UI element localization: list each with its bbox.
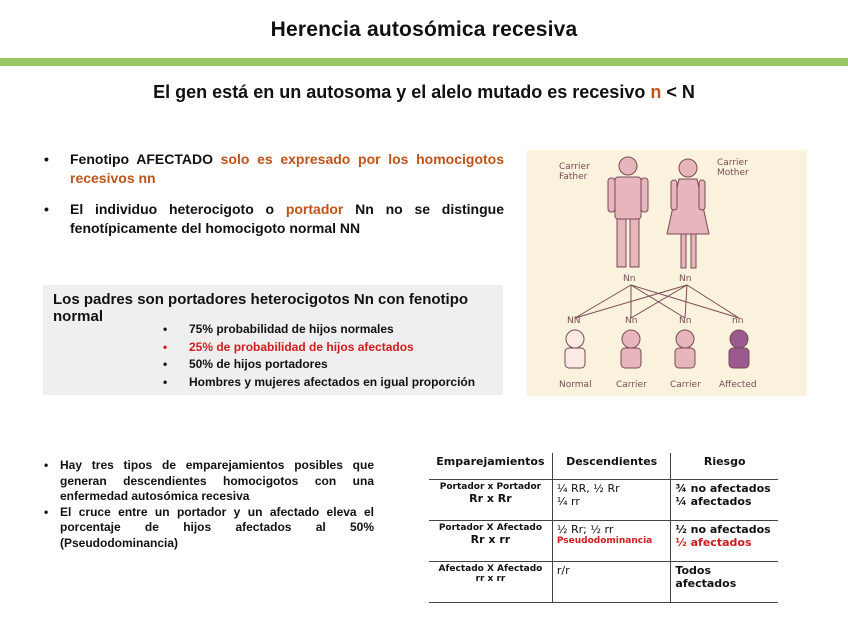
table-cell	[552, 562, 671, 603]
child-affected-icon	[729, 330, 749, 368]
bullet-dot-icon: •	[44, 151, 49, 167]
child-label: Carrier	[670, 380, 701, 390]
table-cell	[671, 480, 778, 521]
child-genotype: Nn	[625, 316, 638, 326]
desc-line: r/r	[556, 564, 570, 577]
children-figures	[565, 330, 749, 368]
pair-label: Portador x Portador	[439, 482, 542, 492]
pair-label: Portador X Afectado	[438, 523, 543, 533]
bullet-tail: Nn no se distingue fenotípicamente del homocigoto normal NN	[70, 201, 504, 236]
child-carrier-icon	[675, 330, 695, 368]
bullet-item	[44, 505, 374, 552]
table-header-row	[429, 453, 778, 480]
father-genotype: Nn	[623, 274, 636, 284]
box-item	[163, 374, 475, 392]
crosses-table	[429, 453, 778, 603]
accent-bar	[0, 58, 848, 66]
bullet-item	[44, 200, 504, 238]
table-cell	[429, 562, 552, 603]
subtitle-recessive: n	[650, 82, 662, 102]
bullet-dot-icon: •	[163, 357, 168, 371]
bullet-lead: Fenotipo AFECTADO	[70, 151, 221, 167]
box-heading: Los padres son portadores heterocigotos Nn con fenotipo normal	[53, 291, 469, 325]
risk-line: Todos afectados	[675, 564, 737, 590]
box-item-text: 25% de probabilidad de hijos afectados	[189, 339, 414, 354]
bullet-item	[44, 150, 504, 188]
table-row	[429, 521, 778, 562]
slide-title: Herencia autosómica recesiva	[270, 18, 578, 41]
table-cell	[552, 521, 671, 562]
table-row	[429, 480, 778, 521]
table-cell	[671, 521, 778, 562]
bullet-dot-icon: •	[44, 201, 49, 217]
father-figure-icon	[608, 157, 648, 267]
subtitle-text: El gen está en un autosoma y el alelo mutado es recesivo	[153, 82, 651, 102]
mother-genotype: Nn	[679, 274, 692, 284]
table-header: Descendientes	[552, 453, 671, 480]
bullet-text: Hay tres tipos de emparejamientos posibles que generan descendientes homocigotos con una enfermedad autosómica recesiva	[60, 458, 374, 503]
bullet-lead: El individuo heterocigoto o	[70, 201, 286, 217]
child-label: Normal	[559, 380, 592, 390]
bullet-item	[44, 458, 374, 505]
box-item-text: 50% de hijos portadores	[189, 357, 328, 371]
table-cell	[429, 480, 552, 521]
table-header: Emparejamientos	[429, 453, 552, 480]
bullet-dot-icon: •	[163, 374, 168, 389]
risk-line: ½ no afectados	[675, 523, 771, 536]
desc-note: Pseudodominancia	[556, 536, 653, 546]
bullet-dot-icon: •	[44, 458, 49, 472]
pair-label: Afectado X Afectado	[438, 564, 543, 574]
top-bullet-list	[44, 150, 504, 250]
cross-lines	[575, 285, 739, 318]
table-cell	[429, 521, 552, 562]
risk-line: ¾ no afectados	[675, 482, 771, 495]
bullet-highlight: portador	[285, 201, 344, 217]
father-label: Carrier Father	[559, 162, 590, 182]
pedigree-drawing	[527, 150, 807, 396]
child-genotype: Nn	[679, 316, 692, 326]
box-list	[163, 321, 475, 391]
child-genotype: nn	[732, 316, 744, 326]
bottom-bullet-list	[44, 458, 374, 551]
bullet-text: El cruce entre un portador y un afectado eleva el porcentaje de hijos afectados al 50% (Pseudodominancia)	[60, 504, 374, 550]
child-carrier-icon	[621, 330, 641, 368]
table-cell	[552, 480, 671, 521]
bullet-dot-icon: •	[163, 322, 168, 336]
risk-line: ¼ afectados	[675, 495, 752, 508]
bullet-dot-icon: •	[163, 339, 168, 354]
mother-label: Carrier Mother	[717, 158, 749, 178]
table-header: Riesgo	[671, 453, 778, 480]
mother-figure-icon	[667, 159, 709, 268]
box-item-text: Hombres y mujeres afectados en igual proporción	[189, 374, 476, 389]
table-row	[429, 562, 778, 603]
bullet-highlight: solo es expresado por los homocigotos recesivos nn	[70, 151, 504, 186]
child-label: Carrier	[616, 380, 647, 390]
child-normal-icon	[565, 330, 585, 368]
box-item	[163, 339, 475, 357]
parents-info-box	[43, 285, 503, 395]
subtitle-rest: < N	[661, 82, 695, 102]
cross-label: Rr x Rr	[469, 492, 512, 505]
cross-label: rr x rr	[475, 574, 506, 584]
desc-line: ¼ RR, ½ Rr	[556, 482, 620, 495]
box-item	[163, 321, 475, 339]
box-item-text: 75% probabilidad de hijos normales	[189, 322, 394, 336]
child-label: Affected	[719, 380, 757, 390]
cross-label: Rr x rr	[470, 533, 511, 546]
desc-line: ¼ rr	[556, 495, 580, 508]
child-genotype: NN	[567, 316, 581, 326]
table-cell	[671, 562, 778, 603]
inheritance-illustration	[527, 150, 807, 396]
slide-subtitle	[0, 82, 848, 103]
box-item	[163, 356, 475, 374]
desc-line: ½ Rr; ½ rr	[556, 523, 614, 536]
risk-line: ½ afectados	[675, 536, 752, 549]
bullet-dot-icon: •	[44, 504, 49, 519]
